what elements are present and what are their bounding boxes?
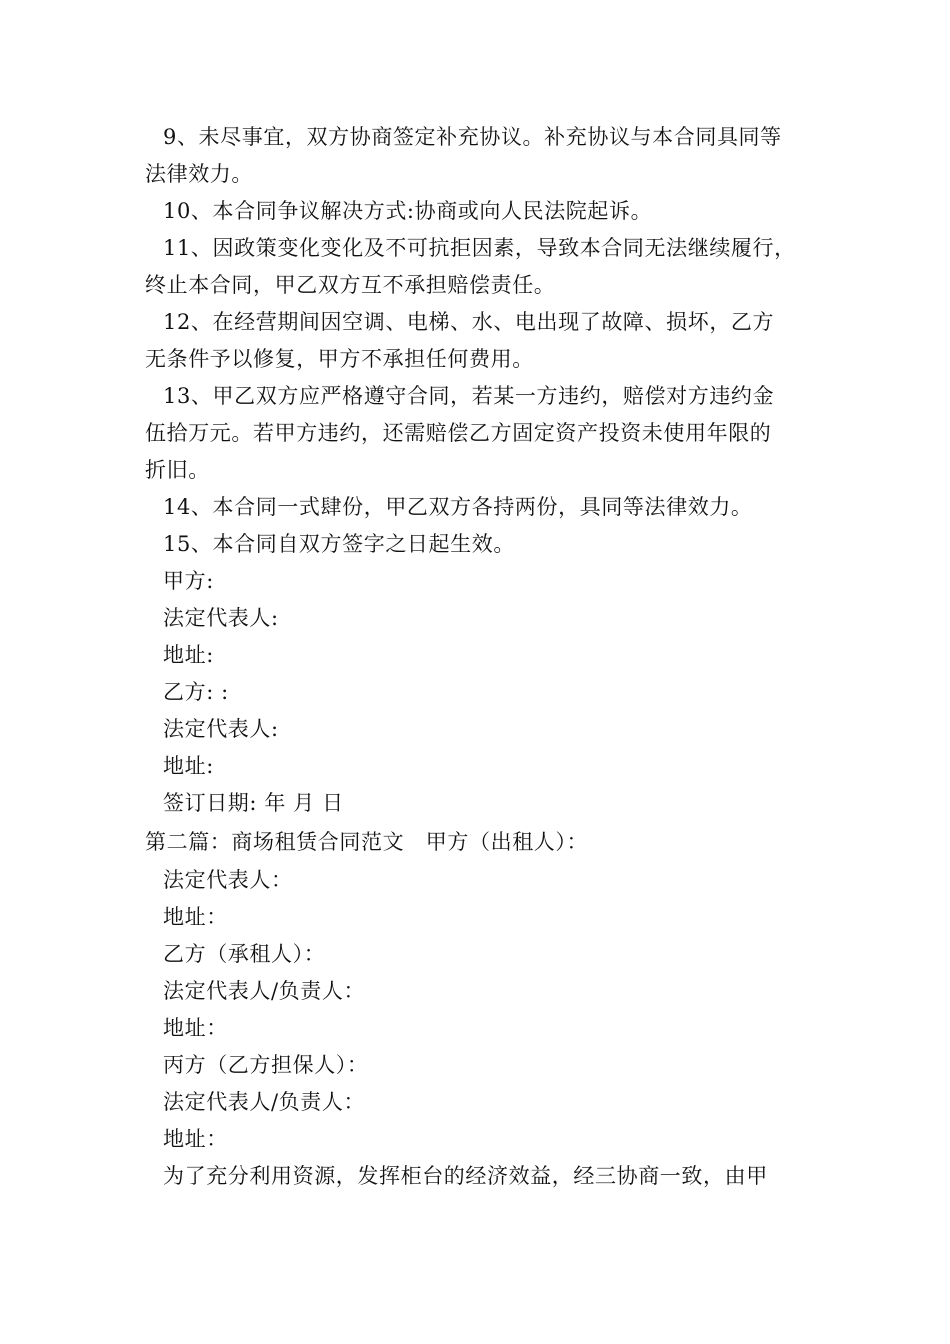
lessee-label: 乙方（承租人）： — [163, 942, 326, 966]
clause-14: 14、本合同一式肆份，甲乙双方各持两份，具同等法律效力。 — [163, 495, 753, 519]
party-a-address: 地址: — [163, 643, 214, 667]
signing-date: 签订日期: 年 月 日 — [163, 791, 344, 815]
lessor-address: 地址： — [163, 905, 228, 929]
clause-13-line-2: 伍拾万元。若甲方违约，还需赔偿乙方固定资产投资未使用年限的 — [145, 421, 772, 445]
clause-12-line-1: 12、在经营期间因空调、电梯、水、电出现了故障、损坏，乙方 — [163, 310, 775, 334]
clause-12-line-2: 无条件予以修复，甲方不承担任何费用。 — [145, 347, 534, 371]
clause-9-line-2: 法律效力。 — [145, 162, 253, 186]
clause-13-line-3: 折旧。 — [145, 458, 210, 482]
preamble-line-1: 为了充分利用资源，发挥柜台的经济效益，经三协商一致，由甲 — [163, 1164, 768, 1188]
clause-9-line-1: 9、未尽事宜，双方协商签定补充协议。补充协议与本合同具同等 — [163, 125, 782, 149]
guarantor-representative: 法定代表人/负责人： — [163, 1090, 366, 1114]
lessor-representative: 法定代表人： — [163, 868, 293, 892]
clause-15: 15、本合同自双方签字之日起生效。 — [163, 532, 515, 556]
party-a-label: 甲方: — [163, 569, 214, 593]
clause-13-line-1: 13、甲乙双方应严格遵守合同，若某一方违约，赔偿对方违约金 — [163, 384, 775, 408]
lessee-address: 地址： — [163, 1016, 228, 1040]
clause-11-line-1: 11、因政策变化变化及不可抗拒因素，导致本合同无法继续履行， — [163, 236, 796, 260]
clause-10: 10、本合同争议解决方式:协商或向人民法院起诉。 — [163, 199, 653, 223]
guarantor-address: 地址： — [163, 1127, 228, 1151]
party-b-address: 地址: — [163, 754, 214, 778]
party-b-label: 乙方: : — [163, 680, 229, 704]
clause-11-line-2: 终止本合同，甲乙双方互不承担赔偿责任。 — [145, 273, 556, 297]
section-2-heading: 第二篇：商场租赁合同范文 甲方（出租人）： — [145, 830, 589, 854]
lessee-representative: 法定代表人/负责人： — [163, 979, 366, 1003]
guarantor-label: 丙方（乙方担保人）： — [163, 1053, 369, 1077]
party-b-representative: 法定代表人: — [163, 717, 279, 741]
party-a-representative: 法定代表人: — [163, 606, 279, 630]
